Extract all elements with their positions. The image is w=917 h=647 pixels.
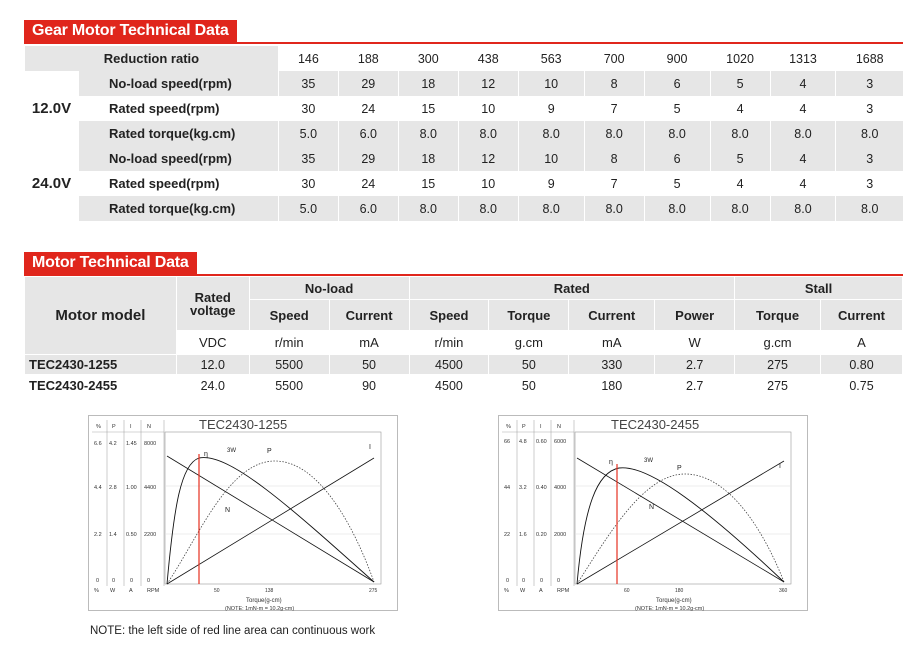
scale-value: 2200 — [144, 532, 157, 538]
performance-chart-2455 — [498, 415, 808, 611]
col-header: I — [130, 424, 132, 430]
table-cell: 8.0 — [398, 121, 458, 146]
table-cell: 9 — [518, 171, 584, 196]
scale-value: 0 — [506, 578, 510, 584]
voltage-label: 24.0V — [25, 146, 79, 221]
ratio-cell: 438 — [458, 46, 518, 71]
axis-unit: A — [539, 588, 543, 594]
x-axis-note: (NOTE: 1mN-m = 10.2g-cm) — [225, 606, 295, 612]
table-cell: 4 — [770, 71, 836, 96]
scale-value: 22 — [504, 532, 511, 538]
chart-title: TEC2430-1255 — [199, 417, 288, 432]
table-cell: 90 — [329, 375, 409, 397]
table-cell: 10 — [458, 96, 518, 121]
table-cell: 4500 — [409, 375, 489, 397]
col-header: I — [540, 424, 542, 430]
table-cell: 5 — [644, 171, 710, 196]
table-cell: 30 — [278, 171, 338, 196]
table-cell: 8.0 — [710, 196, 770, 221]
table-cell: 29 — [338, 146, 398, 171]
scale-value: 4.8 — [519, 439, 527, 445]
sub-header: Speed — [249, 300, 329, 331]
col-header: N — [557, 424, 561, 430]
row-label: Rated torque(kg.cm) — [78, 196, 278, 221]
table-cell: 24 — [338, 96, 398, 121]
scale-value: 0 — [130, 578, 134, 584]
col-header: % — [96, 424, 101, 430]
scale-value: 0 — [96, 578, 100, 584]
scale-value: 0 — [147, 578, 151, 584]
x-tick: 138 — [265, 588, 274, 594]
table-cell: 7 — [584, 171, 644, 196]
table-cell: 330 — [569, 355, 655, 375]
scale-value: 0.60 — [536, 439, 547, 445]
gear-section-title: Gear Motor Technical Data — [24, 20, 237, 42]
p-label: P — [267, 448, 272, 455]
rated-header: Rated — [409, 277, 735, 300]
axis-unit: % — [94, 588, 99, 594]
scale-value: 1.00 — [126, 485, 137, 491]
sub-header: Current — [569, 300, 655, 331]
current-line — [167, 458, 374, 584]
scale-value: 0 — [557, 578, 561, 584]
power-curve — [577, 474, 784, 584]
ratio-cell: 700 — [584, 46, 644, 71]
row-label: No-load speed(rpm) — [78, 71, 278, 96]
x-axis-label: Torque(g-cm) — [246, 598, 282, 604]
axis-unit: RPM — [147, 588, 160, 594]
gear-data-table — [24, 46, 903, 221]
table-cell: 2.7 — [655, 355, 735, 375]
unit-cell: r/min — [409, 331, 489, 355]
motor-model-header: Motor model — [25, 277, 177, 355]
table-cell: 5 — [644, 96, 710, 121]
chart-title: TEC2430-2455 — [611, 417, 700, 432]
table-cell: 2.7 — [655, 375, 735, 397]
table-row — [25, 96, 904, 121]
table-cell: 180 — [569, 375, 655, 397]
ratio-cell: 1020 — [710, 46, 770, 71]
table-cell: 8.0 — [398, 196, 458, 221]
unit-cell: A — [821, 331, 903, 355]
table-cell: 0.80 — [821, 355, 903, 375]
model-name: TEC2430-1255 — [25, 355, 177, 375]
table-cell: 8.0 — [518, 121, 584, 146]
unit-cell: VDC — [176, 331, 249, 355]
scale-value: 1.6 — [519, 532, 527, 538]
current-line — [577, 461, 784, 584]
table-row — [25, 146, 904, 171]
table-cell: 18 — [398, 71, 458, 96]
table-cell: 8.0 — [584, 121, 644, 146]
table-cell: 8.0 — [770, 196, 836, 221]
sub-header: Power — [655, 300, 735, 331]
unit-cell: mA — [329, 331, 409, 355]
scale-value: 0 — [522, 578, 526, 584]
table-cell: 8.0 — [836, 121, 903, 146]
axis-unit: RPM — [557, 588, 570, 594]
x-tick: 275 — [369, 588, 378, 594]
scale-value: 66 — [504, 439, 511, 445]
scale-value: 1.45 — [126, 441, 137, 447]
scale-value: 6000 — [554, 439, 567, 445]
scale-value: 2.8 — [109, 485, 117, 491]
table-cell: 8.0 — [458, 196, 518, 221]
n-label: N — [225, 507, 231, 514]
efficiency-curve — [577, 468, 784, 584]
table-cell: 12 — [458, 146, 518, 171]
scale-value: 0.40 — [536, 485, 547, 491]
row-label: Rated torque(kg.cm) — [78, 121, 278, 146]
scale-value: 1.4 — [109, 532, 117, 538]
table-cell: 4 — [770, 96, 836, 121]
table-cell: 8.0 — [710, 121, 770, 146]
table-row — [25, 71, 904, 96]
row-label: Rated speed(rpm) — [78, 96, 278, 121]
axis-unit: A — [129, 588, 133, 594]
col-header: P — [522, 424, 526, 430]
scale-value: 2000 — [554, 532, 567, 538]
scale-value: 0.20 — [536, 532, 547, 538]
motor-section-title: Motor Technical Data — [24, 252, 197, 274]
table-cell: 3 — [836, 171, 903, 196]
table-cell: 8 — [584, 71, 644, 96]
axis-unit: % — [504, 588, 509, 594]
table-cell: 18 — [398, 146, 458, 171]
x-tick: 60 — [624, 588, 630, 594]
x-axis-label: Torque(g-cm) — [656, 598, 692, 604]
footnote: NOTE: the left side of red line area can continuous work — [90, 625, 376, 637]
table-cell: 15 — [398, 171, 458, 196]
ratio-cell: 300 — [398, 46, 458, 71]
table-cell: 5500 — [249, 355, 329, 375]
table-cell: 24 — [338, 171, 398, 196]
table-cell: 15 — [398, 96, 458, 121]
performance-chart-1255 — [88, 415, 398, 611]
scale-value: 4.2 — [109, 441, 117, 447]
table-cell: 8.0 — [644, 121, 710, 146]
unit-cell: g.cm — [735, 331, 821, 355]
table-cell: 4 — [710, 171, 770, 196]
table-cell: 4 — [770, 171, 836, 196]
table-cell: 6 — [644, 146, 710, 171]
ratio-cell: 1313 — [770, 46, 836, 71]
table-cell: 0.75 — [821, 375, 903, 397]
row-label: No-load speed(rpm) — [78, 146, 278, 171]
col-header: % — [506, 424, 511, 430]
col-header: P — [112, 424, 116, 430]
table-cell: 8.0 — [644, 196, 710, 221]
table-cell: 4 — [770, 146, 836, 171]
scale-value: 44 — [504, 485, 511, 491]
table-cell: 24.0 — [176, 375, 249, 397]
sub-header: Current — [821, 300, 903, 331]
table-cell: 6 — [644, 71, 710, 96]
table-cell: 8.0 — [458, 121, 518, 146]
table-cell: 275 — [735, 355, 821, 375]
ratio-cell: 900 — [644, 46, 710, 71]
gear-section-rule — [24, 42, 903, 44]
table-cell: 12 — [458, 71, 518, 96]
speed-line — [577, 458, 784, 582]
table-cell: 6.0 — [338, 196, 398, 221]
table-cell: 9 — [518, 96, 584, 121]
eta-label: η — [609, 459, 613, 466]
table-cell: 5500 — [249, 375, 329, 397]
sub-header: Current — [329, 300, 409, 331]
scale-value: 8000 — [144, 441, 157, 447]
scale-value: 0.50 — [126, 532, 137, 538]
i-label: I — [779, 463, 781, 470]
table-cell: 10 — [518, 146, 584, 171]
voltage-label: 12.0V — [25, 71, 79, 146]
power-mark-label: 3W — [227, 448, 236, 454]
table-cell: 10 — [518, 71, 584, 96]
row-label: Rated speed(rpm) — [78, 171, 278, 196]
table-cell: 4500 — [409, 355, 489, 375]
table-cell: 3 — [836, 71, 903, 96]
sub-header: Torque — [489, 300, 569, 331]
axis-unit: W — [110, 588, 116, 594]
table-cell: 5 — [710, 71, 770, 96]
table-cell: 5.0 — [278, 121, 338, 146]
x-tick: 50 — [214, 588, 220, 594]
table-cell: 10 — [458, 171, 518, 196]
table-row — [25, 375, 903, 397]
table-cell: 6.0 — [338, 121, 398, 146]
table-cell: 50 — [489, 375, 569, 397]
unit-cell: mA — [569, 331, 655, 355]
table-cell: 50 — [489, 355, 569, 375]
table-cell: 7 — [584, 96, 644, 121]
scale-value: 2.2 — [94, 532, 102, 538]
stall-header: Stall — [735, 277, 903, 300]
table-row — [25, 355, 903, 375]
scale-value: 4000 — [554, 485, 567, 491]
sub-header: Torque — [735, 300, 821, 331]
i-label: I — [369, 444, 371, 451]
table-row — [25, 171, 904, 196]
ratio-label: Reduction ratio — [25, 46, 279, 71]
n-label: N — [649, 504, 655, 511]
table-cell: 8.0 — [584, 196, 644, 221]
axis-unit: W — [520, 588, 526, 594]
table-cell: 4 — [710, 96, 770, 121]
x-axis-note: (NOTE: 1mN-m = 10.2g-cm) — [635, 606, 705, 612]
ratio-cell: 146 — [278, 46, 338, 71]
unit-cell: W — [655, 331, 735, 355]
unit-cell: g.cm — [489, 331, 569, 355]
x-tick: 360 — [779, 588, 788, 594]
table-cell: 8.0 — [770, 121, 836, 146]
table-cell: 5 — [710, 146, 770, 171]
ratio-cell: 563 — [518, 46, 584, 71]
power-mark-label: 3W — [644, 458, 653, 464]
table-cell: 35 — [278, 71, 338, 96]
col-header: N — [147, 424, 151, 430]
model-name: TEC2430-2455 — [25, 375, 177, 397]
table-cell: 3 — [836, 96, 903, 121]
table-cell: 3 — [836, 146, 903, 171]
motor-data-table — [24, 276, 903, 397]
speed-line — [167, 456, 374, 582]
table-cell: 8 — [584, 146, 644, 171]
table-cell: 8.0 — [518, 196, 584, 221]
table-cell: 50 — [329, 355, 409, 375]
table-row — [25, 196, 904, 221]
noload-header: No-load — [249, 277, 409, 300]
table-cell: 12.0 — [176, 355, 249, 375]
p-label: P — [677, 465, 682, 472]
scale-value: 0 — [540, 578, 544, 584]
table-cell: 275 — [735, 375, 821, 397]
table-cell: 35 — [278, 146, 338, 171]
ratio-cell: 1688 — [836, 46, 903, 71]
table-cell: 30 — [278, 96, 338, 121]
rated-voltage-header: Rated voltage — [176, 277, 249, 331]
table-cell: 29 — [338, 71, 398, 96]
unit-cell: r/min — [249, 331, 329, 355]
eta-label: η — [204, 451, 208, 458]
scale-value: 3.2 — [519, 485, 527, 491]
sub-header: Speed — [409, 300, 489, 331]
x-tick: 180 — [675, 588, 684, 594]
table-cell: 8.0 — [836, 196, 903, 221]
table-cell: 5.0 — [278, 196, 338, 221]
scale-value: 4.4 — [94, 485, 102, 491]
scale-value: 6.6 — [94, 441, 102, 447]
table-row — [25, 121, 904, 146]
scale-value: 4400 — [144, 485, 157, 491]
scale-value: 0 — [112, 578, 116, 584]
ratio-row — [25, 46, 904, 71]
ratio-cell: 188 — [338, 46, 398, 71]
